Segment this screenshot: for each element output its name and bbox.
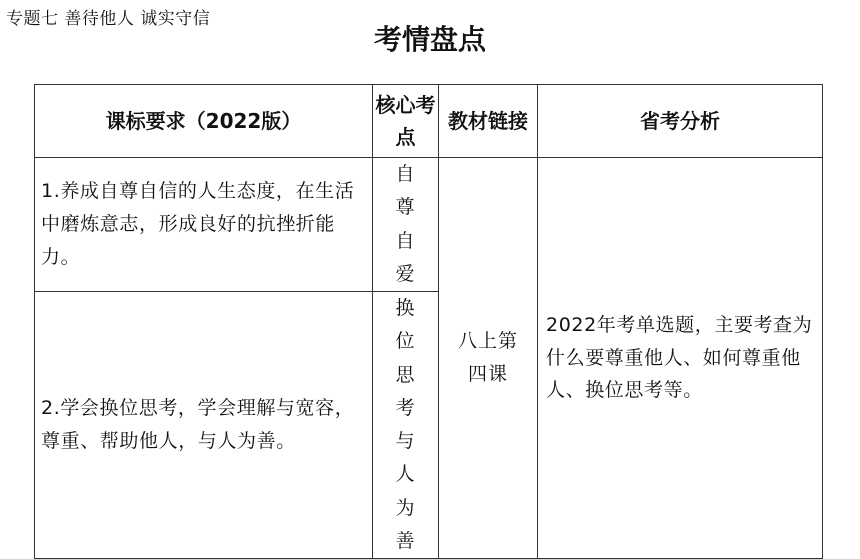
analysis-cell: 2022年考单选题，主要考查为什么要尊重他人、如何尊重他人、换位思考等。: [538, 158, 823, 559]
header-analysis: 省考分析: [538, 85, 823, 158]
requirement-cell: 2.学会换位思考，学会理解与宽容，尊重、帮助他人，与人为善。: [35, 292, 373, 559]
core-point-cell: 换位思考与人为善: [373, 292, 439, 559]
page-title: 考情盘点: [373, 23, 486, 56]
textbook-link-cell: 八上第四课: [439, 158, 538, 559]
topic-heading: 专题七 善待他人 诚实守信: [6, 9, 211, 29]
table-header-row: [35, 85, 823, 158]
header-textbook-link: 教材链接: [439, 85, 538, 158]
header-core-points: 核心考点: [373, 85, 439, 158]
header-requirements: 课标要求（2022版）: [35, 85, 373, 158]
requirement-cell: 1.养成自尊自信的人生态度，在生活中磨炼意志，形成良好的抗挫折能力。: [35, 158, 373, 292]
core-point-cell: 自尊自爱: [373, 158, 439, 292]
exam-overview-table: [34, 84, 823, 559]
table-row: [35, 158, 823, 292]
